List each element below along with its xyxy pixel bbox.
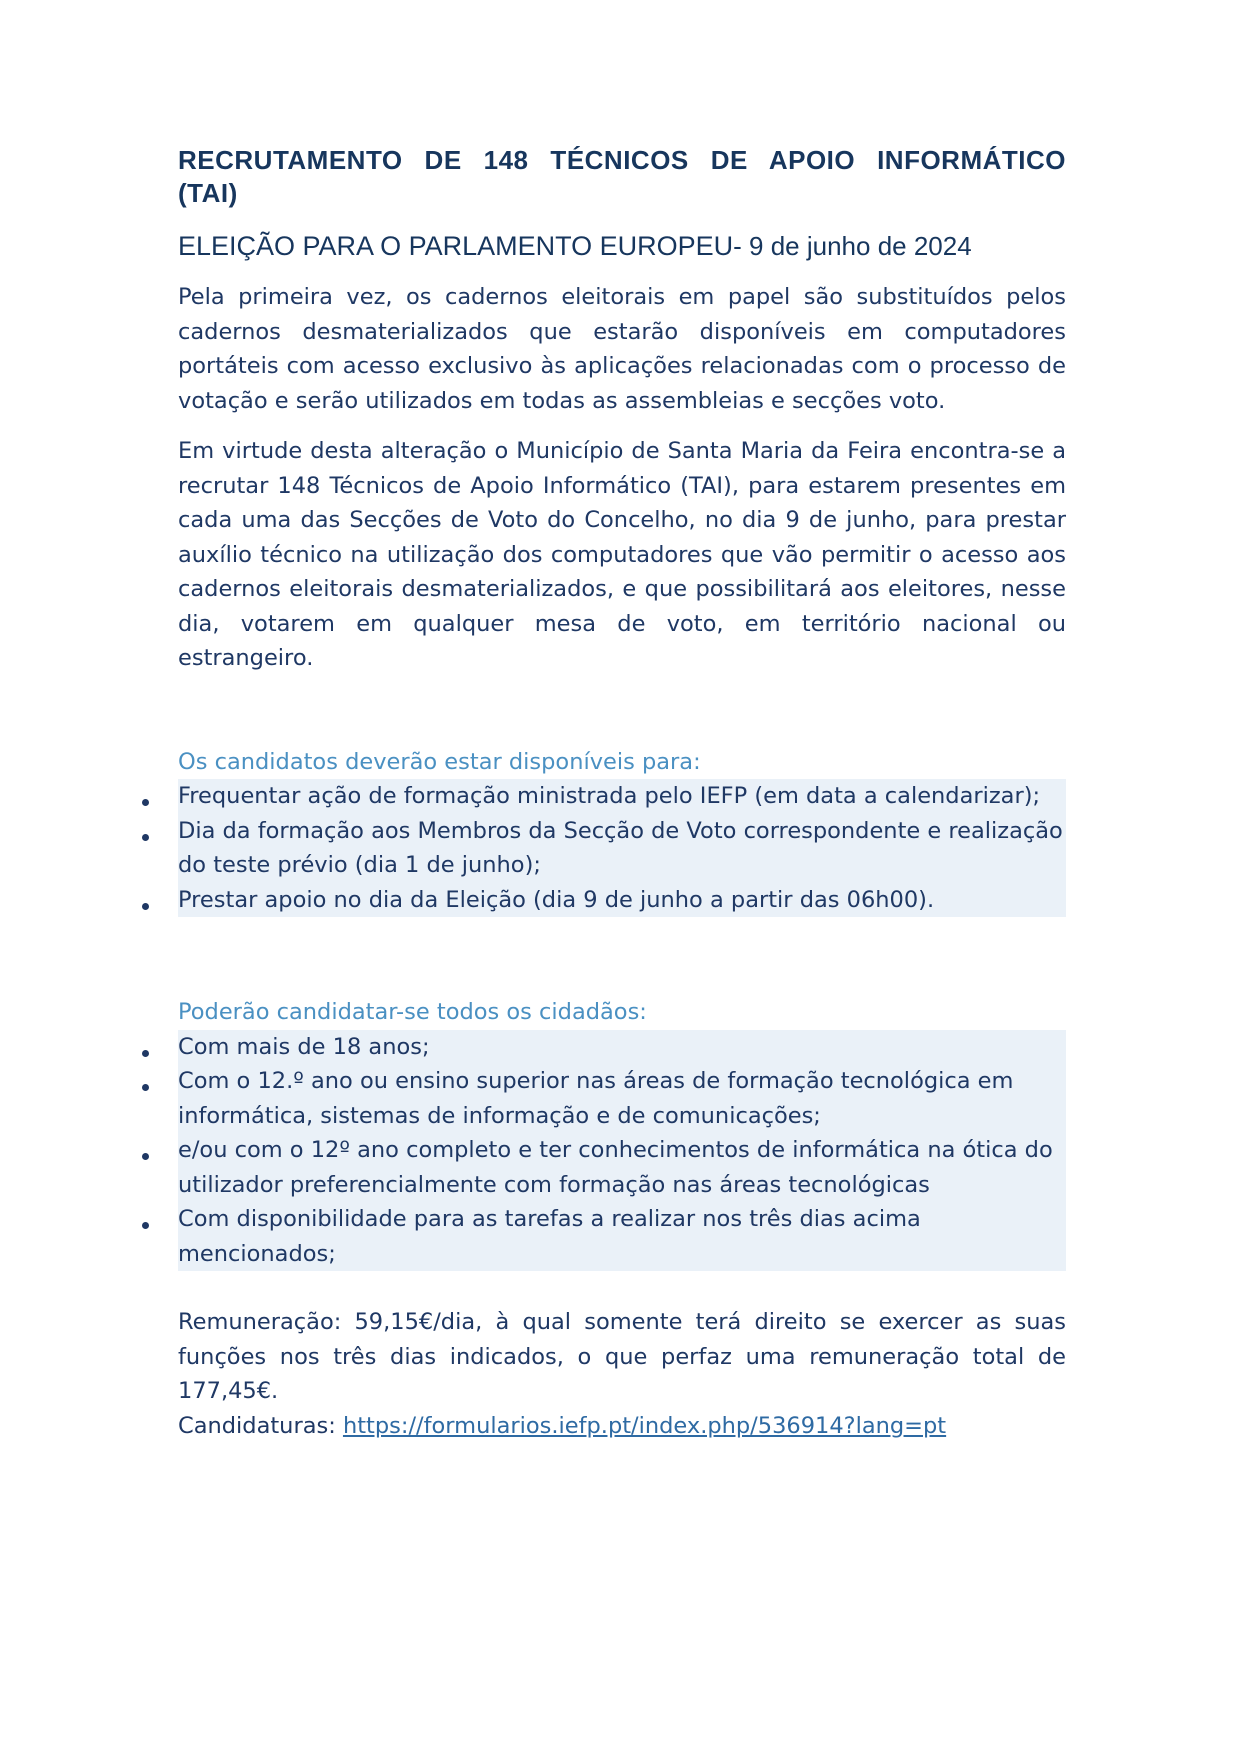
eligibility-heading: Poderão candidatar-se todos os cidadãos: bbox=[178, 999, 647, 1025]
bullet-icon bbox=[142, 1153, 149, 1160]
remuneration-paragraph: Remuneração: 59,15€/dia, à qual somente terá direito se exercer as suas funções nos três dias indicados, o que perfaz uma remuneração total de 177,45€. bbox=[178, 1309, 1066, 1404]
list-item-text: Com mais de 18 anos; bbox=[178, 1033, 430, 1060]
applications-label: Candidaturas: bbox=[178, 1412, 343, 1439]
subtitle-date: - 9 de junho de 2024 bbox=[733, 231, 972, 261]
availability-heading: Os candidatos deverão estar disponíveis para: bbox=[178, 748, 701, 775]
bullet-icon bbox=[142, 1222, 149, 1229]
bullet-icon bbox=[142, 799, 149, 806]
list-item-text: Frequentar ação de formação ministrada pelo IEFP (em data a calendarizar); bbox=[178, 783, 1041, 809]
page-subtitle bbox=[178, 230, 1066, 262]
context-paragraph: Em virtude desta alteração o Município de Santa Maria da Feira encontra-se a recrutar 148 Técnicos de Apoio Informático (TAI), para estarem presentes em cada uma das Secções de Voto do Concelho, no dia 9 de junho, para prestar auxílio técnico na utilização dos computadores que vão permitir o acesso aos cadernos eleitorais desmaterializados, e que possibilitará aos eleitores, nesse dia, votarem em qualquer mesa de voto, em território nacional ou estrangeiro. bbox=[178, 438, 1066, 671]
list-item-text: Com o 12.º ano ou ensino superior nas áreas de formação tecnológica em informática, sistemas de informação e de comunicações; bbox=[178, 1068, 1014, 1129]
bullet-icon bbox=[142, 903, 149, 910]
applications-link[interactable]: https://formularios.iefp.pt/index.php/536914?lang=pt bbox=[342, 1412, 947, 1439]
list-item bbox=[178, 883, 1066, 918]
availability-list bbox=[178, 779, 1066, 917]
list-item-text: e/ou com o 12º ano completo e ter conhecimentos de informática na ótica do utilizador preferencialmente com formação nas áreas tecnológicas bbox=[178, 1137, 1053, 1198]
bullet-icon bbox=[142, 1050, 149, 1057]
list-item bbox=[178, 1133, 1066, 1202]
page-title: RECRUTAMENTO DE 148 TÉCNICOS DE APOIO INFORMÁTICO (TAI) bbox=[178, 145, 1066, 208]
document-page bbox=[178, 144, 1066, 1443]
eligibility-list bbox=[178, 1030, 1066, 1272]
list-item bbox=[178, 1064, 1066, 1133]
list-item-text: Dia da formação aos Membros da Secção de Voto correspondente e realização do teste prévio (dia 1 de junho); bbox=[178, 817, 1063, 878]
list-item bbox=[178, 1030, 1066, 1065]
list-item bbox=[178, 814, 1066, 883]
subtitle-event: ELEIÇÃO PARA O PARLAMENTO EUROPEU bbox=[178, 231, 734, 261]
bullet-icon bbox=[142, 1084, 149, 1091]
list-item bbox=[178, 779, 1066, 814]
applications-line bbox=[178, 1409, 1066, 1444]
list-item-text: Prestar apoio no dia da Eleição (dia 9 de junho a partir das 06h00). bbox=[178, 886, 935, 913]
list-item-text: Com disponibilidade para as tarefas a realizar nos três dias acima mencionados; bbox=[178, 1206, 921, 1267]
intro-paragraph: Pela primeira vez, os cadernos eleitorais em papel são substituídos pelos cadernos desmaterializados que estarão disponíveis em computadores portáteis com acesso exclusivo às aplicações relacionadas com o processo de votação e serão utilizados em todas as assembleias e secções voto. bbox=[178, 284, 1066, 414]
bullet-icon bbox=[142, 834, 149, 841]
list-item bbox=[178, 1202, 1066, 1271]
